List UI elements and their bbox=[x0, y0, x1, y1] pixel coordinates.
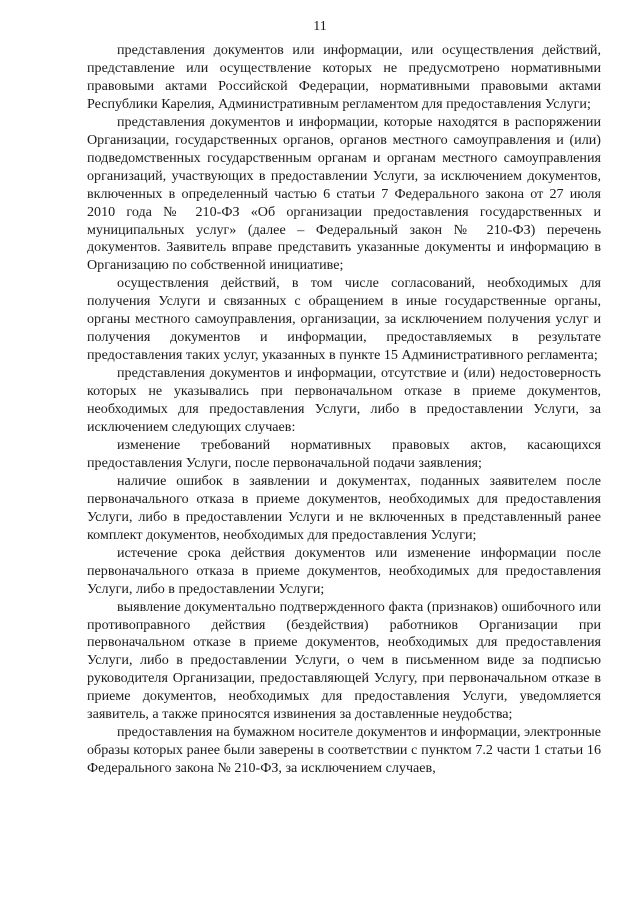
paragraph: представления документов и информации, отсутствие и (или) недостоверность которых не указывались при первоначальном отказе в приеме документов, необходимых для предоставления Услуги, либо в предоставлении Услуги, за исключением следующих случаев: bbox=[87, 365, 601, 436]
paragraph: изменение требований нормативных правовых актов, касающихся предоставления Услуги, после первоначальной подачи заявления; bbox=[87, 436, 601, 471]
document-body bbox=[87, 42, 601, 778]
paragraph: выявление документально подтвержденного факта (признаков) ошибочного или противоправного действия (бездействия) работников Организации при первоначальном отказе в приеме документов, необходимых для предоставления Услуги, либо в предоставлении Услуги, о чем в письменном виде за подписью руководителя Организации, предоставляющей Услугу, при первоначальном отказе в приеме документов, необходимых для предоставления Услуги, уведомляется заявитель, а также приносятся извинения за доставленные неудобства; bbox=[87, 598, 601, 723]
paragraph: представления документов и информации, которые находятся в распоряжении Организации, государственных органов, органов местного самоуправления и (или) подведомственных государственным органам и органам местного самоуправления организаций, участвующих в предоставлении Услуги, за исключением документов, включенных в определенный частью 6 статьи 7 Федерального закона от 27 июля 2010 года № 210-ФЗ «Об организации предоставления государственных и муниципальных услуг» (далее – Федеральный закон № 210-ФЗ) перечень документов. Заявитель вправе представить указанные документы и информацию в Организацию по собственной инициативе; bbox=[87, 113, 601, 274]
paragraph: осуществления действий, в том числе согласований, необходимых для получения Услуги и связанных с обращением в иные государственные органы, органы местного самоуправления, организации, за исключением получения услуг и получения документов и информации, предоставляемых в результате предоставления таких услуг, указанных в пункте 15 Административного регламента; bbox=[87, 275, 601, 364]
page-number: 11 bbox=[313, 19, 327, 34]
paragraph: наличие ошибок в заявлении и документах, поданных заявителем после первоначального отказа в приеме документов, необходимых для предоставления Услуги, либо в предоставлении Услуги и не включенных в представленный ранее комплект документов, необходимых для предоставления Услуги; bbox=[87, 472, 601, 543]
paragraph: представления документов или информации, или осуществления действий, представление или осуществление которых не предусмотрено нормативными правовыми актами Российской Федерации, нормативными правовыми актами Республики Карелия, Административным регламентом для предоставления Услуги; bbox=[87, 42, 601, 112]
paragraph: истечение срока действия документов или изменение информации после первоначального отказа в приеме документов, необходимых для предоставления Услуги, либо в предоставлении Услуги; bbox=[87, 544, 601, 597]
paragraph: предоставления на бумажном носителе документов и информации, электронные образы которых ранее были заверены в соответствии с пунктом 7.2 части 1 статьи 16 Федерального закона № 210-ФЗ, за исключением случаев, bbox=[87, 724, 601, 777]
